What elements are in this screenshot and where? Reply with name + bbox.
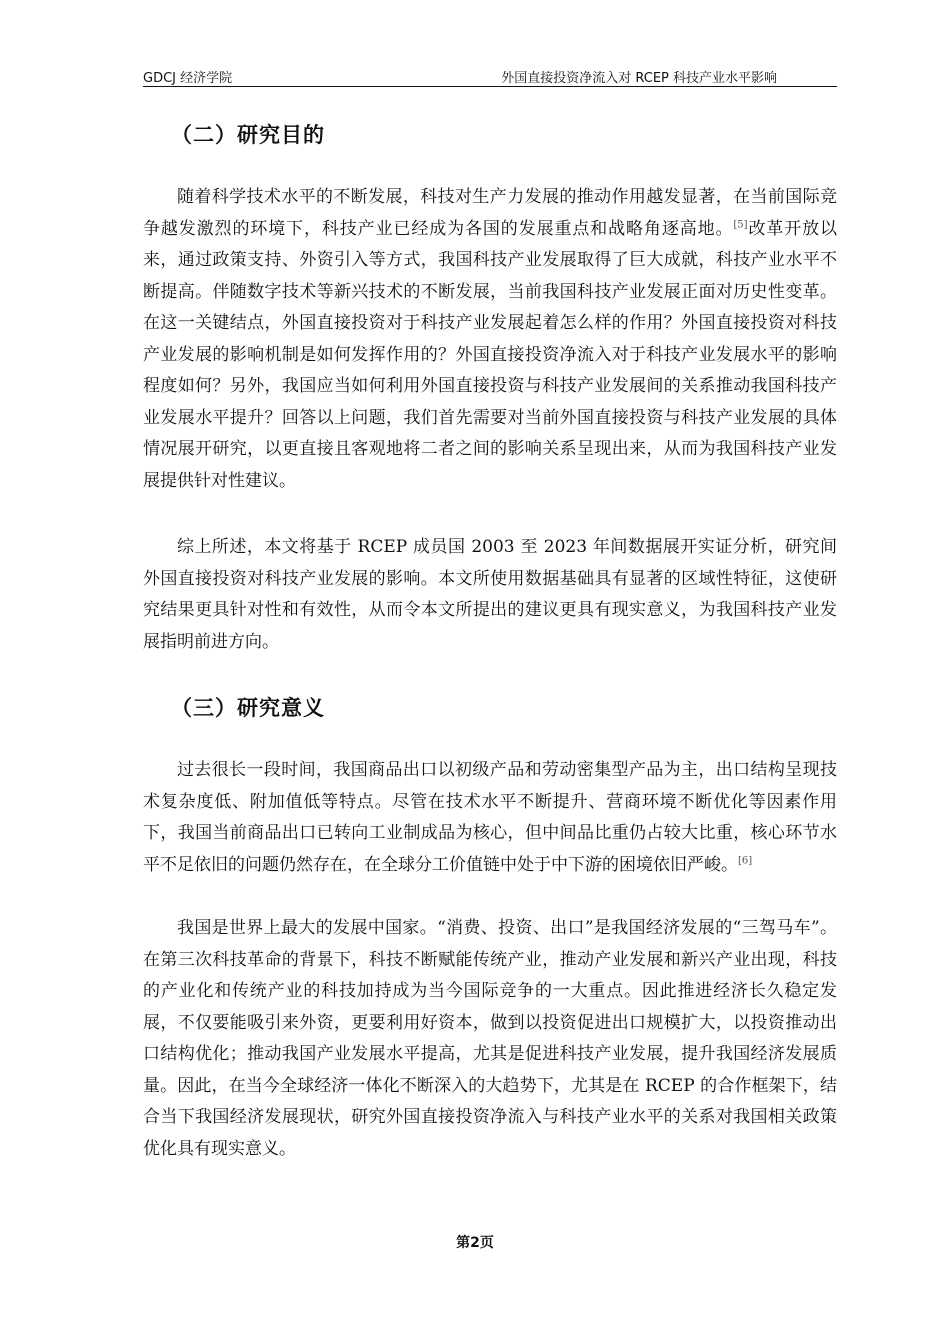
paragraph-research-significance-1 [143, 755, 837, 881]
header-paper-title: 外国直接投资净流入对 RCEP 科技产业水平影响 [501, 71, 777, 86]
citation-6: [6] [738, 854, 753, 866]
section-heading-research-purpose: （二）研究目的 [171, 123, 325, 147]
paragraph-research-significance-2: 我国是世界上最大的发展中国家。“消费、投资、出口”是我国经济发展的“三驾马车”。在第三次科技革命的背景下，科技不断赋能传统产业，推动产业发展和新兴产业出现，科技的产业化和传统产业的科技加持成为当今国际竞争的一大重点。因此推进经济长久稳定发展，不仅要能吸引来外资，更要利用好资本，做到以投资促进出口规模扩大，以投资推动出口结构优化；推动我国产业发展水平提高，尤其是促进科技产业发展，提升我国经济发展质量。因此，在当今全球经济一体化不断深入的大趋势下，尤其是在 RCEP 的合作框架下，结合当下我国经济发展现状，研究外国直接投资净流入与科技产业水平的关系对我国相关政策优化具有现实意义。 [143, 918, 837, 1159]
page-header [143, 66, 837, 87]
paragraph-text: 过去很长一段时间，我国商品出口以初级产品和劳动密集型产品为主，出口结构呈现技术复杂度低、附加值低等特点。尽管在技术水平不断提升、营商环境不断优化等因素作用下，我国当前商品出口已转向工业制成品为核心，但中间品比重仍占较大比重，核心环节水平不足依旧的问题仍然存在，在全球分工价值链中处于中下游的困境依旧严峻。 [143, 760, 837, 875]
section-heading-research-significance: （三）研究意义 [171, 696, 325, 720]
page-number: 第2页 [456, 1235, 494, 1251]
paragraph-text: 改革开放以来，通过政策支持、外资引入等方式，我国科技产业发展取得了巨大成就，科技产业水平不断提高。伴随数字技术等新兴技术的不断发展，当前我国科技产业发展正面对历史性变革。在这一关键结点，外国直接投资对于科技产业发展起着怎么样的作用？外国直接投资对科技产业发展的影响机制是如何发挥作用的？外国直接投资净流入对于科技产业发展水平的影响程度如何？另外，我国应当如何利用外国直接投资与科技产业发展间的关系推动我国科技产业发展水平提升？回答以上问题，我们首先需要对当前外国直接投资与科技产业发展的具体情况展开研究，以更直接且客观地将二者之间的影响关系呈现出来，从而为我国科技产业发展提供针对性建议。 [143, 218, 838, 491]
citation-5: [5] [733, 218, 748, 230]
paragraph-research-purpose-2: 综上所述，本文将基于 RCEP 成员国 2003 至 2023 年间数据展开实证分析，研究间外国直接投资对科技产业发展的影响。本文所使用数据基础具有显著的区域性特征，这使研究结果更具针对性和有效性，从而令本文所提出的建议更具有现实意义，为我国科技产业发展指明前进方向。 [143, 537, 837, 652]
paragraph-research-purpose-1 [143, 182, 837, 497]
header-institution: GDCJ 经济学院 [143, 71, 233, 86]
paragraph-text: 随着科学技术水平的不断发展，科技对生产力发展的推动作用越发显著，在当前国际竞争越发激烈的环境下，科技产业已经成为各国的发展重点和战略角逐高地。 [143, 187, 837, 239]
